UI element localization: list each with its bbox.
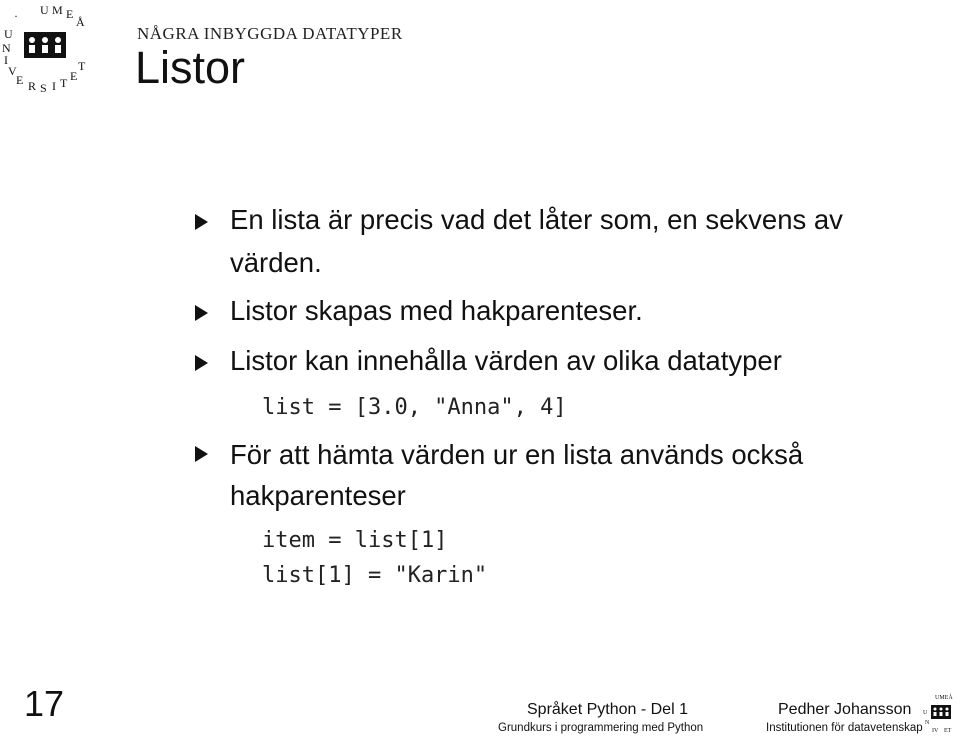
svg-text:I: I [52, 79, 56, 92]
svg-text:UMEÅ: UMEÅ [935, 695, 953, 701]
bullet-marker-icon [195, 214, 208, 230]
svg-text:V: V [8, 64, 17, 78]
svg-text:N: N [925, 720, 930, 726]
bullet-4-line-1: För att hämta värden ur en lista används också [230, 439, 804, 470]
code-line: list = [3.0, "Anna", 4] [262, 395, 567, 420]
bullet-2-line-1: Listor skapas med hakparenteser. [230, 295, 643, 326]
svg-text:U: U [40, 3, 49, 17]
slide-title: Listor [135, 42, 246, 93]
bullet-1-line-1: En lista är precis vad det låter som, en sekvens av [230, 204, 843, 235]
svg-text:E: E [16, 73, 24, 87]
svg-text:Å: Å [76, 15, 85, 29]
svg-text:T: T [60, 76, 68, 90]
bullet-marker-icon [195, 355, 208, 371]
bullet-3-line-1: Listor kan innehålla värden av olika datatyper [230, 345, 782, 376]
university-logo-small [922, 692, 960, 734]
university-logo [0, 0, 92, 92]
svg-text:R: R [28, 79, 37, 92]
svg-text:IV: IV [932, 728, 939, 734]
svg-text:S: S [40, 81, 47, 92]
course-title: Språket Python - Del 1 [527, 701, 688, 718]
page-number: 17 [24, 683, 65, 724]
code-line: item = list[1] [262, 528, 448, 553]
bullet-marker-icon [195, 446, 208, 462]
bullet-1-line-2: värden. [230, 247, 322, 278]
bullet-4-line-2: hakparenteser [230, 480, 406, 511]
section-title: NÅGRA INBYGGDA DATATYPER [137, 24, 403, 43]
svg-text:T: T [78, 59, 86, 73]
svg-text:·: · [14, 9, 18, 23]
code-line: list[1] = "Karin" [262, 563, 488, 588]
department-name: Institutionen för datavetenskap [766, 722, 923, 734]
svg-text:E: E [66, 7, 74, 21]
svg-text:ET: ET [944, 728, 952, 734]
svg-text:I: I [4, 53, 8, 67]
course-subtitle: Grundkurs i programmering med Python [498, 722, 704, 734]
svg-text:U: U [4, 27, 13, 41]
svg-text:M: M [52, 3, 63, 17]
bullet-marker-icon [195, 305, 208, 321]
author-name: Pedher Johansson [778, 701, 912, 718]
svg-text:N: N [2, 41, 11, 55]
svg-text:U: U [923, 710, 928, 716]
svg-text:E: E [70, 69, 78, 83]
